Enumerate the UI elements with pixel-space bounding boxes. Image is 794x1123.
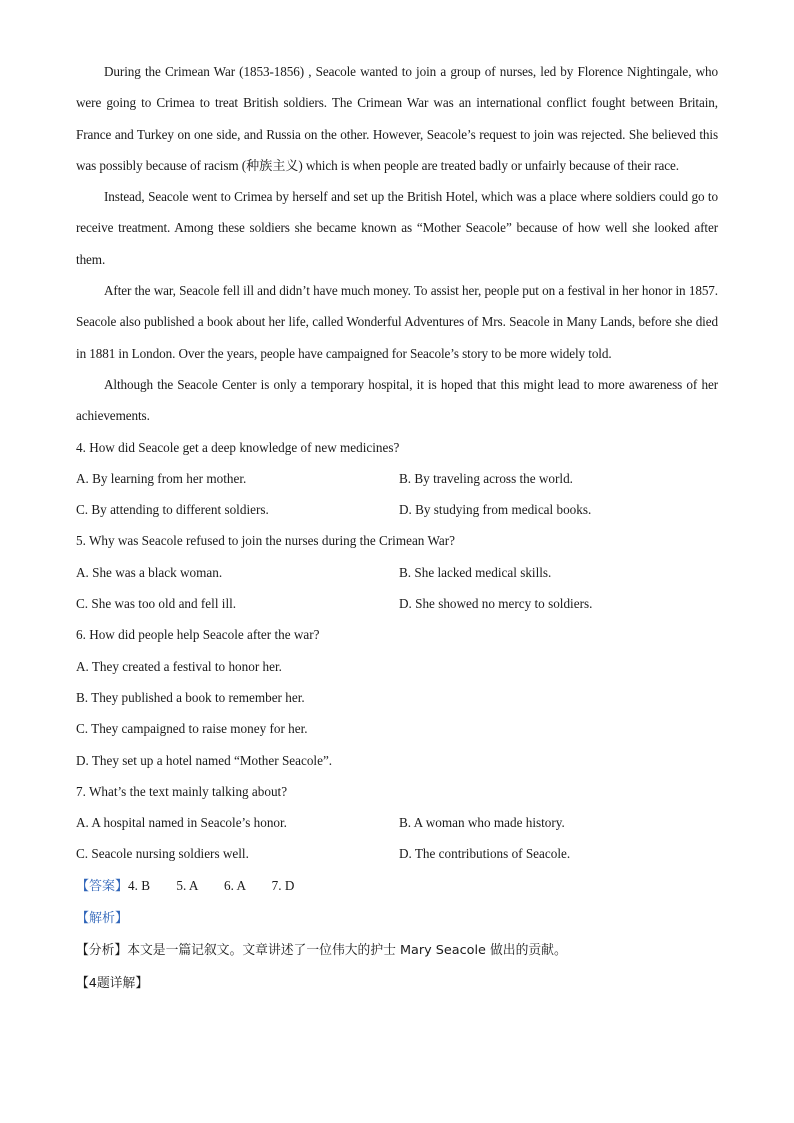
analysis-line	[76, 902, 718, 934]
question-5-stem: 5. Why was Seacole refused to join the nurses during the Crimean War?	[76, 533, 455, 549]
question-6-option-d: D. They set up a hotel named “Mother Seacole”.	[76, 752, 333, 768]
question-5	[76, 525, 718, 619]
question-6-option-b: B. They published a book to remember her.	[76, 689, 305, 705]
question-5-option-d: D. She showed no mercy to soldiers.	[399, 596, 593, 612]
passage-paragraph-4: Although the Seacole Center is only a temporary hospital, it is hoped that this might lead to more awareness of her achievements.	[76, 376, 718, 424]
question-4	[76, 432, 718, 526]
question-7-option-b: B. A woman who made history.	[399, 815, 565, 831]
passage-paragraph-3: After the war, Seacole fell ill and didn’t have much money. To assist her, people put on a festival in her honor in 1857. Seacole also published a book about her life, called Wonderful Adventures of Mrs. Seacole in Many Lands, before she died in 1881 in London. Over the years, people have campaigned for Seacole’s story to be more widely told.	[76, 283, 718, 361]
question-7	[76, 776, 718, 870]
question-7-stem: 7. What’s the text mainly talking about?	[76, 783, 288, 799]
question-6-stem: 6. How did people help Seacole after the war?	[76, 627, 320, 643]
answer-line	[76, 870, 718, 902]
document-page	[76, 56, 718, 999]
analysis-label: 【解析】	[76, 911, 129, 927]
question-4-option-b: B. By traveling across the world.	[399, 470, 573, 486]
question-5-option-a: A. She was a black woman.	[76, 564, 223, 580]
question-6-option-c: C. They campaigned to raise money for her.	[76, 721, 308, 737]
question-7-option-a: A. A hospital named in Seacole’s honor.	[76, 815, 287, 831]
answer-label: 【答案】	[76, 878, 129, 894]
detail-line	[76, 967, 718, 999]
question-5-option-c: C. She was too old and fell ill.	[76, 596, 237, 612]
question-4-option-a: A. By learning from her mother.	[76, 470, 247, 486]
summary-text: 本文是一篇记叙文。文章讲述了一位伟大的护士 Mary Seacole 做出的贡献。	[127, 943, 567, 959]
question-6	[76, 619, 718, 775]
question-4-option-c: C. By attending to different soldiers.	[76, 502, 269, 518]
answer-values: 4. B 5. A 6. A 7. D	[128, 877, 295, 893]
summary-line	[76, 934, 718, 966]
question-7-option-c: C. Seacole nursing soldiers well.	[76, 846, 249, 862]
question-5-option-b: B. She lacked medical skills.	[399, 564, 552, 580]
question-4-option-d: D. By studying from medical books.	[399, 502, 592, 518]
question-4-stem: 4. How did Seacole get a deep knowledge of new medicines?	[76, 439, 400, 455]
summary-label: 【分析】	[76, 943, 128, 959]
detail-label: 【4题详解】	[76, 975, 149, 991]
passage-paragraph-2: Instead, Seacole went to Crimea by herself and set up the British Hotel, which was a place where soldiers could go to receive treatment. Among these soldiers she became known as “Mother Seacole” because of how well she looked after them.	[76, 189, 718, 267]
question-6-option-a: A. They created a festival to honor her.	[76, 658, 282, 674]
passage-paragraph-1: During the Crimean War (1853-1856) , Seacole wanted to join a group of nurses, led by Florence Nightingale, who were going to Crimea to treat British soldiers. The Crimean War was an international conflict fought between Britain, France and Turkey on one side, and Russia on the other. However, Seacole’s request to join was rejected. She believed this was possibly because of racism (种族主义) which is when people are treated badly or unfairly because of their race.	[76, 64, 718, 173]
question-7-option-d: D. The contributions of Seacole.	[399, 846, 571, 862]
